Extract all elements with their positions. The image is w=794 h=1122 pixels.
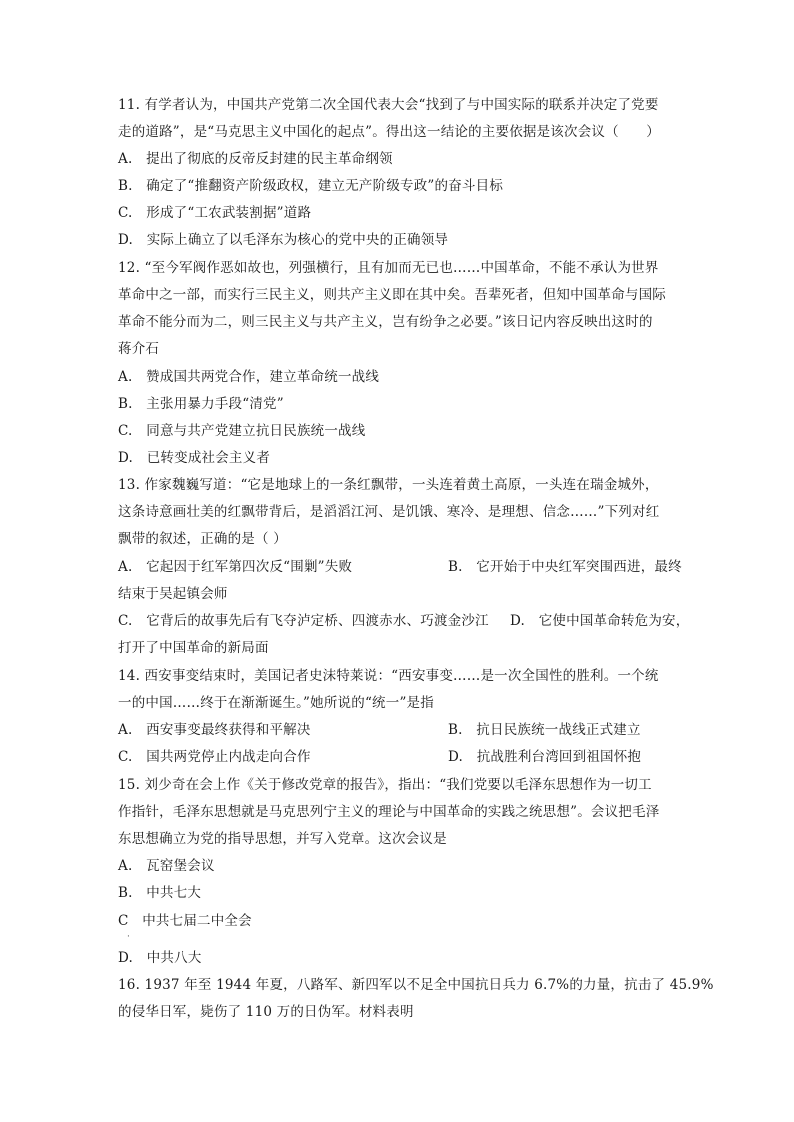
q15-option-d: D. 中共八大 <box>118 950 202 966</box>
q12-stem-line1: 12. “至今军阀作恶如故也，列强横行，且有加而无已也……中国革命，不能不承认为世界 <box>118 260 659 276</box>
q15-option-b: B. 中共七大 <box>118 885 202 901</box>
q13-stem-line1: 13. 作家魏巍写道：“它是地球上的一条红飘带，一头连着黄土高原，一头连在瑞金城外， <box>118 477 659 493</box>
q13-option-b-continued: 结束于吴起镇会师 <box>118 586 228 602</box>
q11-option-a: A. 提出了彻底的反帝反封建的民主革命纲领 <box>118 151 393 167</box>
q13-option-b: B. 它开始于中央红军突围西进，最终 <box>448 559 682 575</box>
q14-stem-line1: 14. 西安事变结束时，美国记者史沫特莱说：“西安事变……是一次全国性的胜利。一个统 <box>118 668 659 684</box>
q13-stem-line3: 飘带的叙述，正确的是（ ） <box>118 531 287 547</box>
q12-option-b: B. 主张用暴力手段“清党” <box>118 396 284 412</box>
q15-stem-line3: 东思想确立为党的指导思想，并写入党章。这次会议是 <box>118 831 447 847</box>
q13-option-d-continued: 打开了中国革命的新局面 <box>118 640 269 656</box>
q12-option-d: D. 已转变成社会主义者 <box>118 450 271 466</box>
q15-stem-line1: 15. 刘少奇在会上作《关于修改党章的报告》，指出：“我们党要以毛泽东思想作为一切工 <box>118 777 652 793</box>
q12-option-c: C. 同意与共产党建立抗日民族统一战线 <box>118 423 366 439</box>
q16-stem-line1: 16. 1937 年至 1944 年夏，八路军、新四军以不足全中国抗日兵力 6.7%的力量，抗击了 45.9% <box>118 977 714 993</box>
q13-option-d: D. 它使中国革命转危为安， <box>510 613 690 629</box>
q11-stem-line2: 走的道路”，是“马克思主义中国化的起点”。得出这一结论的主要依据是该次会议（ ） <box>118 124 660 140</box>
q12-stem-line4: 蒋介石 <box>118 341 160 357</box>
q11-option-c: C. 形成了“工农武装割据”道路 <box>118 205 312 221</box>
q12-stem-line3: 革命不能分而为二，则三民主义与共产主义，岂有纷争之必要。”该日记内容反映出这时的 <box>118 314 653 330</box>
q16-stem-line2: 的侵华日军，毙伤了 110 万的日伪军。材料表明 <box>118 1004 414 1020</box>
q13-option-row1 <box>118 558 352 576</box>
q14-option-d: D. 抗战胜利台湾回到祖国怀抱 <box>448 749 642 765</box>
q11-option-d: D. 实际上确立了以毛泽东为核心的党中央的正确领导 <box>118 232 449 248</box>
q14-option-c: C. 国共两党停止内战走向合作 <box>118 749 311 765</box>
q14-option-a: A. 西安事变最终获得和平解决 <box>118 722 311 738</box>
q14-option-b: B. 抗日民族统一战线正式建立 <box>448 722 641 738</box>
q11-option-b: B. 确定了“推翻资产阶级政权，建立无产阶级专政”的奋斗目标 <box>118 178 504 194</box>
q12-stem-line2: 革命中之一部，而实行三民主义，则共产主义即在其中矣。吾辈死者，但知中国革命与国际 <box>118 287 666 303</box>
q15-option-c: C 中共七届二中全会 <box>118 913 252 929</box>
q15-option-a: A. 瓦窑堡会议 <box>118 858 215 874</box>
q13-stem-line2: 这条诗意画壮美的红飘带背后，是滔滔江河、是饥饿、寒冷、是理想、信念……”下列对红 <box>118 504 660 520</box>
q12-option-a: A. 赞成国共两党合作，建立革命统一战线 <box>118 369 380 385</box>
q14-stem-line2: 一的中国……终于在渐渐诞生。”她所说的“统一”是指 <box>118 695 434 711</box>
q15-stem-line2: 作指针，毛泽东思想就是马克思列宁主义的理论与中国革命的实践之统思想”。会议把毛泽 <box>118 804 660 820</box>
q13-option-c: C. 它背后的故事先后有飞夺泸定桥、四渡赤水、巧渡金沙江 <box>118 613 489 629</box>
q11-stem-line1: 11. 有学者认为，中国共产党第二次全国代表大会“找到了与中国实际的联系并决定了党要 <box>118 97 659 113</box>
stray-mark: · <box>127 932 130 942</box>
q13-option-a: A. 它起因于红军第四次反“围剿”失败 <box>118 559 353 575</box>
